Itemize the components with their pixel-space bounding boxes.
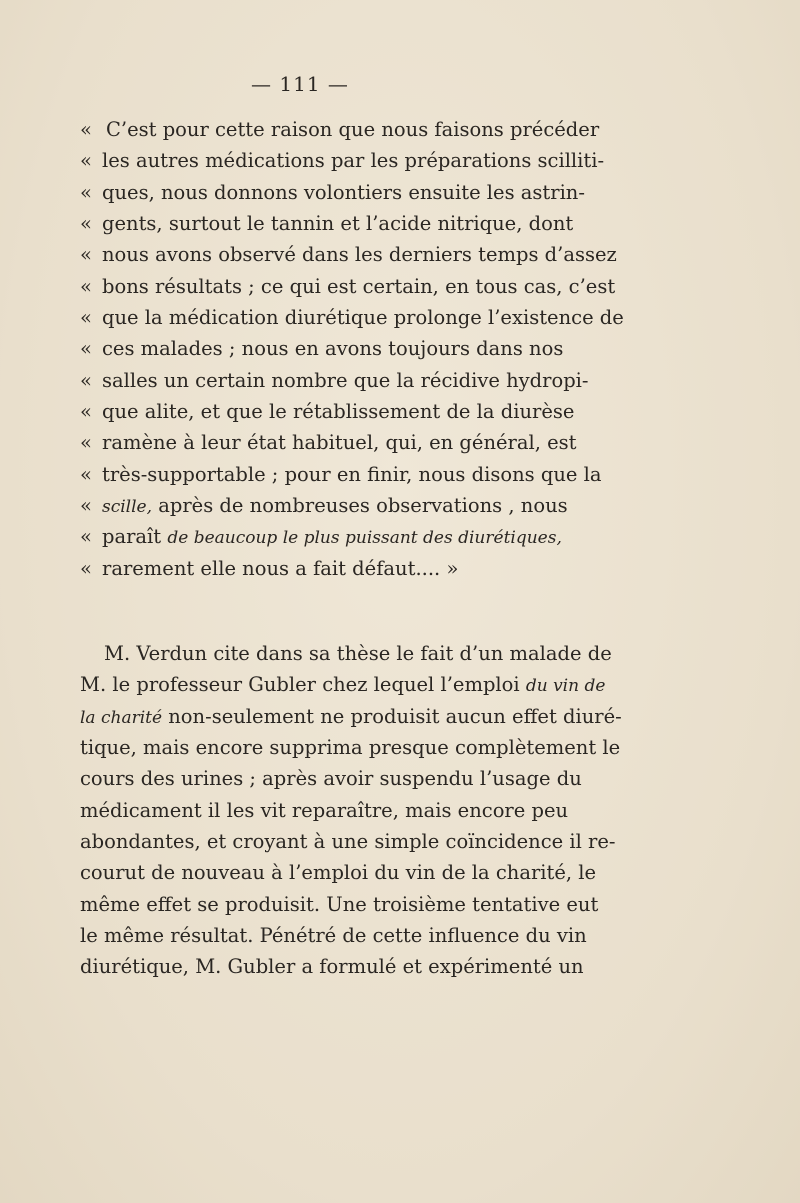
quote-italic-text: scille, (102, 497, 153, 517)
quote-text: après de nombreuses observations , nous (158, 494, 568, 517)
quote-line-7 (80, 306, 624, 330)
quote-text: que la médication diurétique prolonge l’existence de (102, 306, 624, 329)
quote-mark: « (80, 212, 92, 235)
quote-text: ramène à leur état habituel, qui, en général, est (102, 431, 577, 454)
paragraph-italic-text: du vin de (525, 676, 606, 696)
paragraph-text: M. le professeur Gubler chez lequel l’emploi (80, 673, 520, 696)
quote-text: salles un certain nombre que la récidive hydropi- (102, 369, 589, 392)
paragraph-line-10: le même résultat. Pénétré de cette influence du vin (80, 924, 587, 947)
quote-mark: « (80, 337, 92, 360)
quote-mark: « (80, 181, 92, 204)
quote-line-1 (80, 118, 600, 142)
paragraph-line-3 (80, 705, 622, 730)
quote-text: bons résultats ; ce qui est certain, en tous cas, c’est (102, 275, 616, 298)
page-number: — 111 — (251, 72, 349, 96)
quote-mark: « (80, 431, 92, 454)
quote-text: rarement elle nous a fait défaut.... » (102, 557, 459, 580)
quote-mark: « (80, 306, 92, 329)
paragraph-line-5: cours des urines ; après avoir suspendu l’usage du (80, 767, 582, 790)
quote-mark: « (80, 400, 92, 423)
paragraph-line-8: courut de nouveau à l’emploi du vin de la charité, le (80, 861, 597, 884)
quote-line-5 (80, 243, 617, 267)
quote-text: ques, nous donnons volontiers ensuite les astrin- (102, 181, 585, 204)
quote-mark: « (80, 118, 92, 141)
quote-text: très-supportable ; pour en finir, nous disons que la (102, 463, 602, 486)
quote-line-9 (80, 369, 589, 393)
quote-line-13 (80, 494, 568, 519)
paragraph-line-1: M. Verdun cite dans sa thèse le fait d’un malade de (104, 642, 612, 665)
paragraph-line-7: abondantes, et croyant à une simple coïncidence il re- (80, 830, 616, 853)
quote-line-11 (80, 431, 577, 455)
quote-line-15 (80, 557, 557, 581)
quote-line-12 (80, 463, 602, 487)
quote-line-8 (80, 337, 564, 361)
quote-mark: « (80, 369, 92, 392)
quote-text: C’est pour cette raison que nous faisons précéder (106, 118, 600, 141)
quote-mark: « (80, 275, 92, 298)
quote-mark: « (80, 557, 92, 580)
quote-line-10 (80, 400, 575, 424)
quote-text: paraît (102, 525, 162, 548)
quote-text: les autres médications par les préparations scilliti- (102, 149, 605, 172)
quote-line-6 (80, 275, 616, 299)
quote-text: nous avons observé dans les derniers temps d’assez (102, 243, 617, 266)
quote-line-2 (80, 149, 605, 173)
quote-line-4 (80, 212, 574, 236)
quote-text: gents, surtout le tannin et l’acide nitrique, dont (102, 212, 574, 235)
quote-mark: « (80, 243, 92, 266)
quote-line-3 (80, 181, 585, 205)
quote-mark: « (80, 525, 92, 548)
quote-text: que alite, et que le rétablissement de la diurèse (102, 400, 575, 423)
quote-text: ces malades ; nous en avons toujours dans nos (102, 337, 564, 360)
quote-italic-text: de beaucoup le plus puissant des diurétiques, (167, 528, 562, 548)
quote-mark: « (80, 463, 92, 486)
paragraph-italic-text: la charité (80, 708, 163, 728)
quote-mark: « (80, 494, 92, 517)
paragraph-line-4: tique, mais encore supprima presque complètement le (80, 736, 621, 759)
paragraph-line-11: diurétique, M. Gubler a formulé et expérimenté un (80, 955, 584, 978)
paragraph-line-9: même effet se produisit. Une troisième tentative eut (80, 893, 599, 916)
paragraph-text: non-seulement ne produisit aucun effet diuré- (168, 705, 622, 728)
quote-line-14 (80, 525, 562, 550)
paragraph-line-2 (80, 673, 606, 698)
quote-mark: « (80, 149, 92, 172)
paragraph-line-6: médicament il les vit reparaître, mais encore peu (80, 799, 569, 822)
